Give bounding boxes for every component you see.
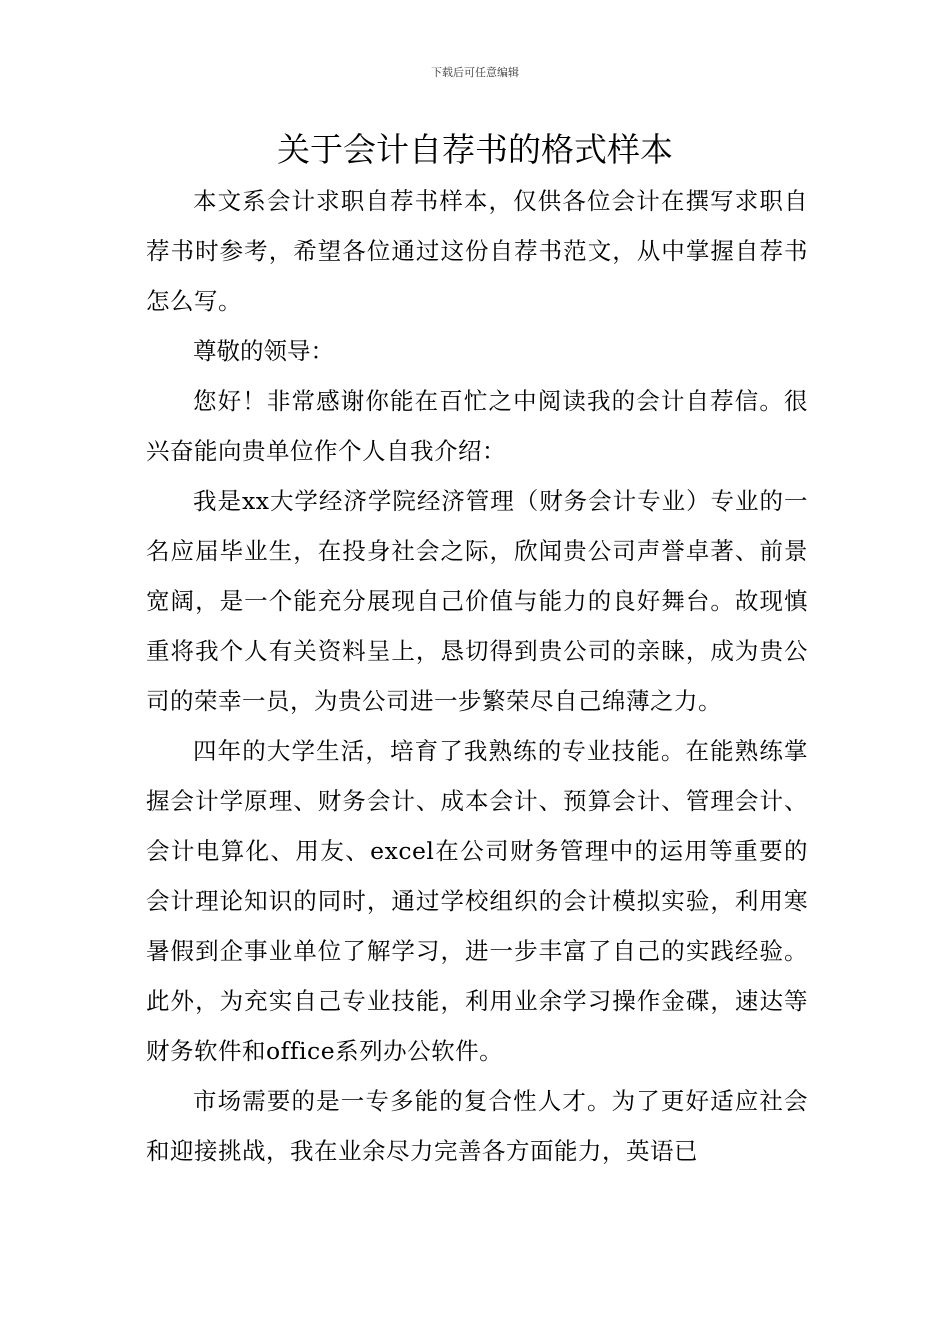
intro-paragraph: 本文系会计求职自荐书样本，仅供各位会计在撰写求职自荐书时参考，希望各位通过这份自荐书范文，从中掌握自荐书怎么写。 (146, 187, 808, 315)
document-body (146, 176, 808, 1176)
greeting-paragraph: 您好！非常感谢你能在百忙之中阅读我的会计自荐信。很兴奋能向贵单位作个人自我介绍： (146, 387, 808, 465)
market-paragraph: 市场需要的是一专多能的复合性人才。为了更好适应社会和迎接挑战，我在业余尽力完善各方面能力，英语已 (146, 1087, 808, 1165)
self-intro-paragraph: 我是xx大学经济学院经济管理（财务会计专业）专业的一名应届毕业生，在投身社会之际，欣闻贵公司声誉卓著、前景宽阔，是一个能充分展现自己价值与能力的良好舞台。故现慎重将我个人有关资料呈上，恳切得到贵公司的亲睐，成为贵公司的荣幸一员，为贵公司进一步繁荣尽自己绵薄之力。 (146, 487, 808, 715)
salutation: 尊敬的领导： (193, 337, 334, 365)
header-note: 下载后可任意编辑 (431, 66, 519, 79)
document-title: 关于会计自荐书的格式样本 (277, 130, 673, 169)
skills-paragraph: 四年的大学生活，培育了我熟练的专业技能。在能熟练掌握会计学原理、财务会计、成本会计、预算会计、管理会计、会计电算化、用友、excel在公司财务管理中的运用等重要的会计理论知识的同时，通过学校组织的会计模拟实验，利用寒暑假到企事业单位了解学习，进一步丰富了自己的实践经验。此外，为充实自己专业技能，利用业余学习操作金碟，速达等财务软件和office系列办公软件。 (146, 737, 808, 1065)
